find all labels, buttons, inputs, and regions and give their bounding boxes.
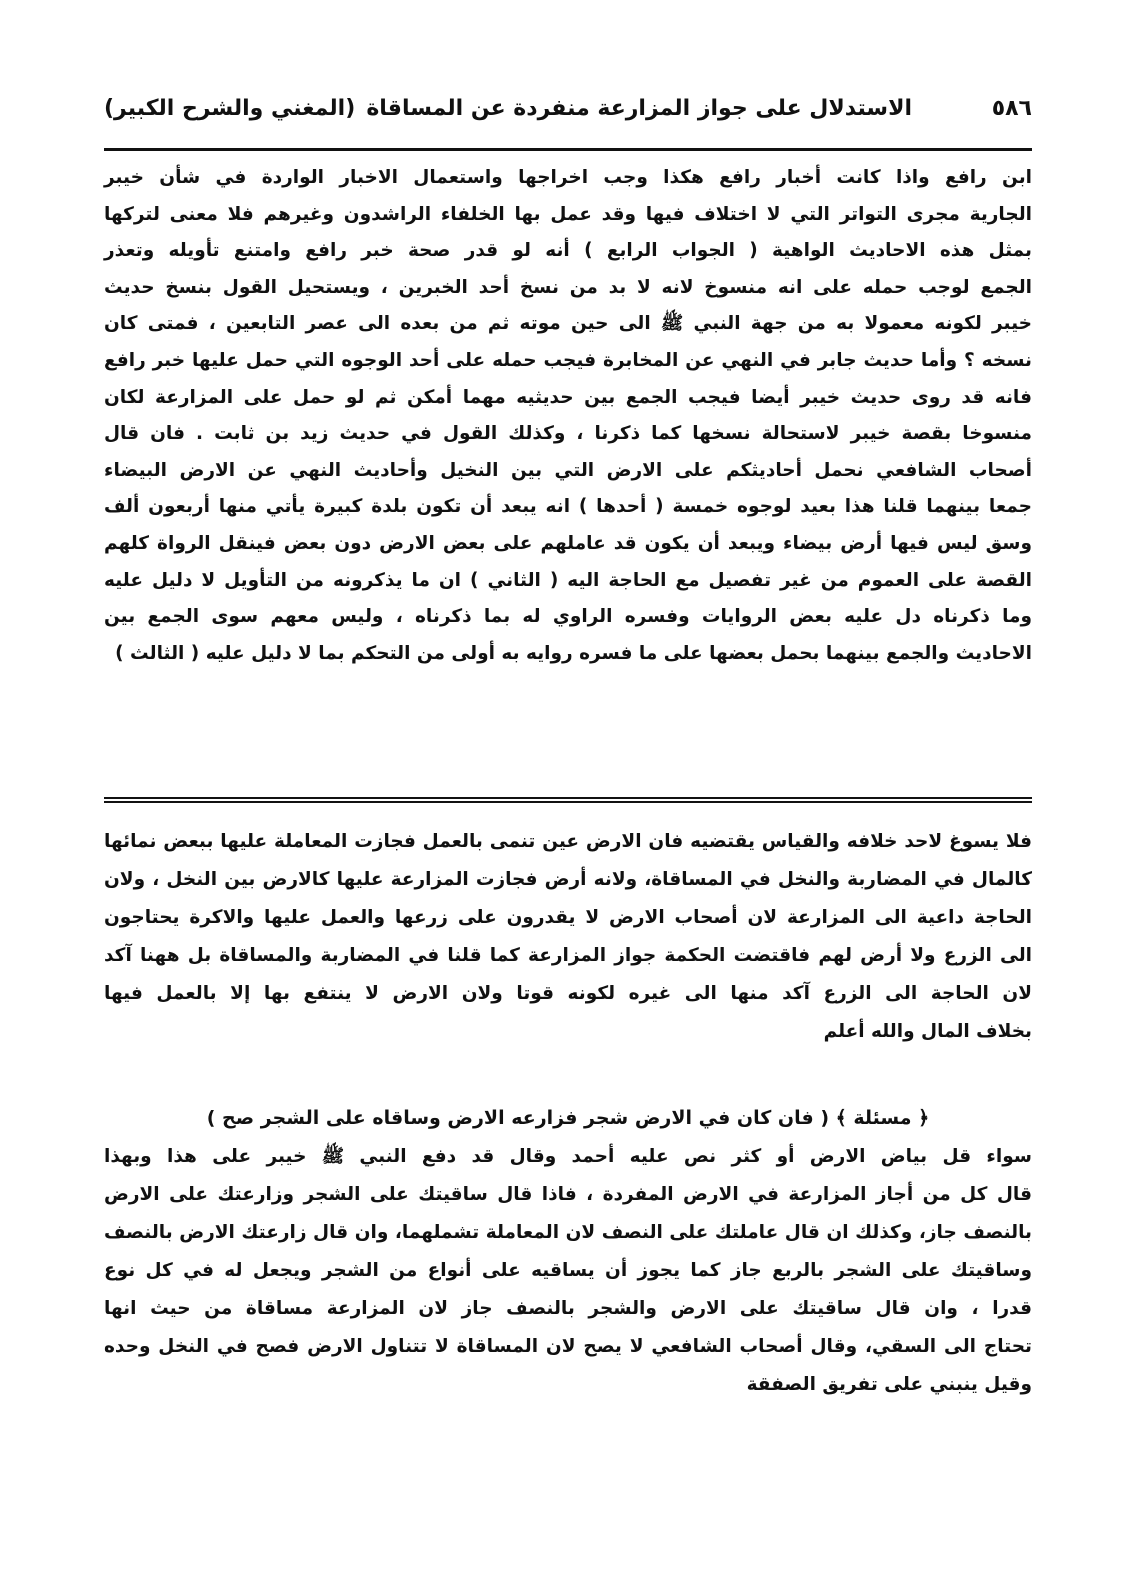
text-line: الجارية مجرى التواتر التي لا اختلاف فيها وقد عمل بها الخلفاء الراشدون وغيرهم فلا معنى لتركها — [104, 203, 1032, 225]
text-line: كالمال في المضاربة والنخل في المساقاة، ولانه أرض فجازت المزارعة عليها كالارض بين النخل ، ولان — [104, 869, 1032, 890]
text-line: وما ذكرناه دل عليه بعض الروايات وفسره الراوي له بما ذكرناه ، وليس معهم سوى الجمع بين — [104, 606, 1032, 628]
text-line: نسخه ؟ وأما حديث جابر في النهي عن المخابرة فيجب حمله على أحد الوجوه التي حمل عليها خبر رافع — [104, 349, 1032, 371]
text-line: بخلاف المال والله أعلم — [823, 1021, 1032, 1042]
masala-section — [104, 1098, 1032, 1404]
text-line: القصة على العموم من غير تفصيل مع الحاجة اليه ( الثاني ) ان ما يذكرونه من التأويل لا دليل عليه — [104, 569, 1032, 591]
text-line: قدرا ، وان قال ساقيتك على الارض والشجر بالنصف جاز لان المزارعة مساقاة من حيث انها — [104, 1298, 1032, 1319]
text-line: بالنصف جاز، وكذلك ان قال عاملتك على النصف لان المعاملة تشملهما، وان قال زارعتك الارض بالنصف — [104, 1222, 1032, 1243]
text-line: أصحاب الشافعي نحمل أحاديثكم على الارض التي بين النخيل وأحاديث النهي عن الارض البيضاء — [104, 459, 1032, 481]
text-line: منسوخا بقصة خيبر لاستحالة نسخها كما ذكرنا ، وكذلك القول في حديث زيد بن ثابت . فان قال — [104, 423, 1032, 445]
text-line: قال كل من أجاز المزارعة في الارض المفردة ، فاذا قال ساقيتك على الشجر وزارعتك على الارض — [104, 1184, 1032, 1205]
text-line: الى الزرع ولا أرض لهم فاقتضت الحكمة جواز المزارعة كما قلنا في المضاربة والمساقاة بل ههنا آكد — [104, 945, 1032, 966]
text-line: سواء قل بياض الارض أو كثر نص عليه أحمد وقال قد دفع النبي ﷺ خيبر على هذا وبهذا — [104, 1146, 1032, 1167]
header-rule — [104, 148, 1032, 151]
book-title: (المغني والشرح الكبير) — [104, 96, 356, 121]
commentary-text — [104, 823, 1032, 1051]
page-number: ٥٨٦ — [991, 96, 1032, 121]
text-line: بمثل هذه الاحاديث الواهية ( الجواب الرابع ) أنه لو قدر صحة خبر رافع وامتنع تأويله وتعذر — [104, 240, 1032, 262]
main-text — [104, 160, 1032, 672]
text-line: الجمع لوجب حمله على انه منسوخ لانه لا بد من نسخ أحد الخبرين ، ويستحيل القول بنسخ حديث — [104, 276, 1032, 298]
text-line: تحتاج الى السقي، وقال أصحاب الشافعي لا يصح لان المساقاة لا تتناول الارض فصح في النخل وحده — [104, 1336, 1032, 1357]
text-line: فلا يسوغ لاحد خلافه والقياس يقتضيه فان الارض عين تنمى بالعمل فجازت المعاملة عليها ببعض نمائها — [104, 831, 1032, 852]
text-line: الاحاديث والجمع بينهما بحمل بعضها على ما فسره روايه به أولى من التحكم بما لا دليل عليه ( الثالث ) — [115, 642, 1032, 664]
text-line: وساقيتك على الشجر بالربع جاز كما يجوز أن يساقيه على أنواع من الشجر ويجعل له في كل نوع — [104, 1260, 1032, 1281]
text-line: فانه قد روى حديث خيبر أيضا فيجب الجمع بين حديثيه مهما أمكن ثم لو حمل على المزارعة لكان — [104, 386, 1032, 408]
page-header — [104, 96, 1032, 136]
text-line: ابن رافع واذا كانت أخبار رافع هكذا وجب اخراجها واستعمال الاخبار الواردة في شأن خيبر — [104, 167, 1032, 188]
running-title: الاستدلال على جواز المزارعة منفردة عن المساقاة — [366, 96, 912, 121]
text-line: جمعا بينهما قلنا هذا بعيد لوجوه خمسة ( أحدها ) انه يبعد أن تكون بلدة كبيرة يأتي منها أربعون ألف — [104, 496, 1032, 518]
section-divider — [104, 797, 1032, 803]
masala-text — [104, 1138, 1032, 1404]
text-line: وقيل ينبني على تفريق الصفقة — [746, 1374, 1032, 1395]
text-line: وسق ليس فيها أرض بيضاء ويبعد أن يكون قد عاملهم على بعض الارض دون بعض فينقل الرواة كلهم — [104, 532, 1032, 554]
text-line: لان الحاجة الى الزرع آكد منها الى غيره لكونه قوتا ولان الارض لا ينتفع بها إلا بالعمل فيها — [104, 983, 1032, 1004]
text-line: خيبر لكونه معمولا به من جهة النبي ﷺ الى حين موته ثم من بعده الى عصر التابعين ، فمتى كان — [104, 313, 1032, 335]
text-line: الحاجة داعية الى المزارعة لان أصحاب الارض لا يقدرون على زرعها والعمل عليها والاكرة يحتاجون — [104, 907, 1032, 928]
masala-heading: ﴿ مسئلة ﴾ ( فان كان في الارض شجر فزارعه الارض وساقاه على الشجر صح ) — [206, 1107, 930, 1129]
